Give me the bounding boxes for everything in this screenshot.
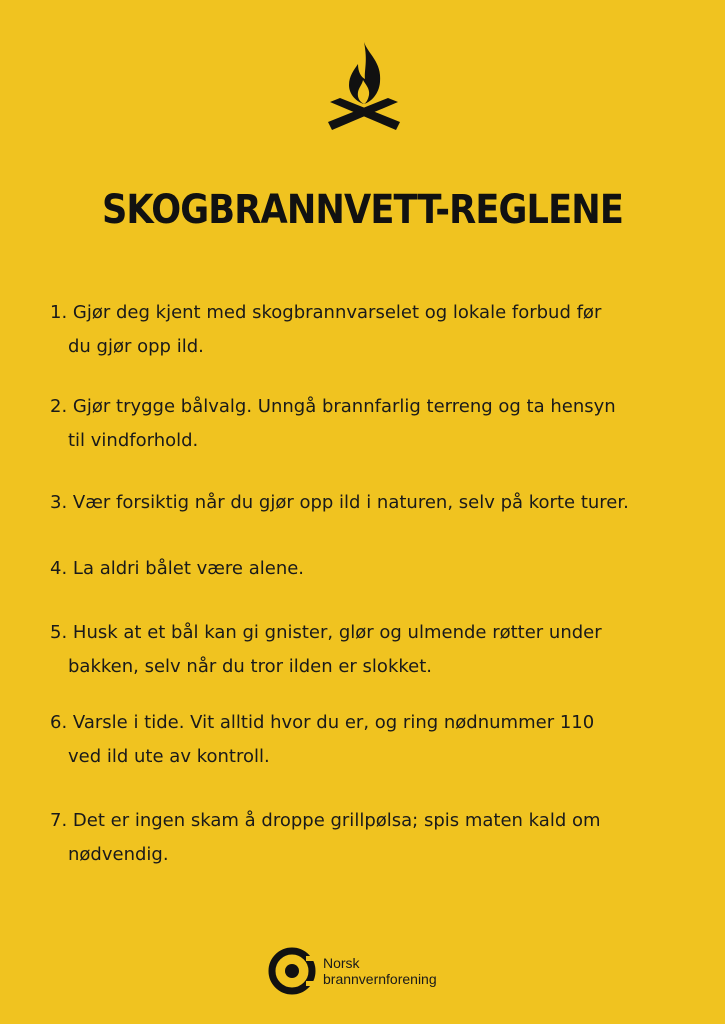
logo-text-line1: Norsk [323, 955, 360, 971]
list-item [50, 390, 690, 458]
list-item [50, 552, 690, 586]
rule-number: 4. [50, 558, 68, 579]
rule-number: 2. [50, 396, 68, 417]
rule-number: 7. [50, 810, 68, 831]
rule-text-line1: Varsle i tide. Vit alltid hvor du er, og ring nødnummer 110 [72, 712, 595, 733]
rule-text-line1: Det er ingen skam å droppe grillpølsa; spis maten kald om [72, 810, 601, 831]
rule-text-line2: bakken, selv når du tror ilden er slokket. [68, 656, 433, 677]
logo-text-line2: brannvernforening [323, 971, 437, 987]
list-item [50, 616, 690, 684]
list-item [50, 486, 690, 520]
norsk-brannvernforening-logo-icon [268, 946, 318, 996]
rule-text-line1: Gjør deg kjent med skogbrannvarselet og lokale forbud før [72, 302, 602, 323]
list-item [50, 706, 690, 774]
rule-text-line2: du gjør opp ild. [68, 336, 204, 357]
rule-text-line1: Gjør trygge bålvalg. Unngå brannfarlig terreng og ta hensyn [72, 396, 616, 417]
rule-number: 3. [50, 492, 68, 513]
list-item [50, 296, 690, 364]
rule-text-line2: ved ild ute av kontroll. [68, 746, 270, 767]
rule-text-line1: Husk at et bål kan gi gnister, glør og ulmende røtter under [72, 622, 602, 643]
rule-number: 1. [50, 302, 68, 323]
rule-text-line2: til vindforhold. [68, 430, 199, 451]
rule-text-line1: La aldri bålet være alene. [72, 558, 305, 579]
rule-number: 6. [50, 712, 68, 733]
rule-number: 5. [50, 622, 68, 643]
rule-text-line2: nødvendig. [68, 844, 169, 865]
organization-logo [268, 946, 468, 998]
rule-text-line1: Vær forsiktig når du gjør opp ild i naturen, selv på korte turer. [72, 492, 629, 513]
page-title: SKOGBRANNVETT-REGLENE [101, 187, 624, 233]
list-item [50, 804, 690, 872]
campfire-icon [324, 40, 404, 132]
logo-text [323, 955, 437, 987]
